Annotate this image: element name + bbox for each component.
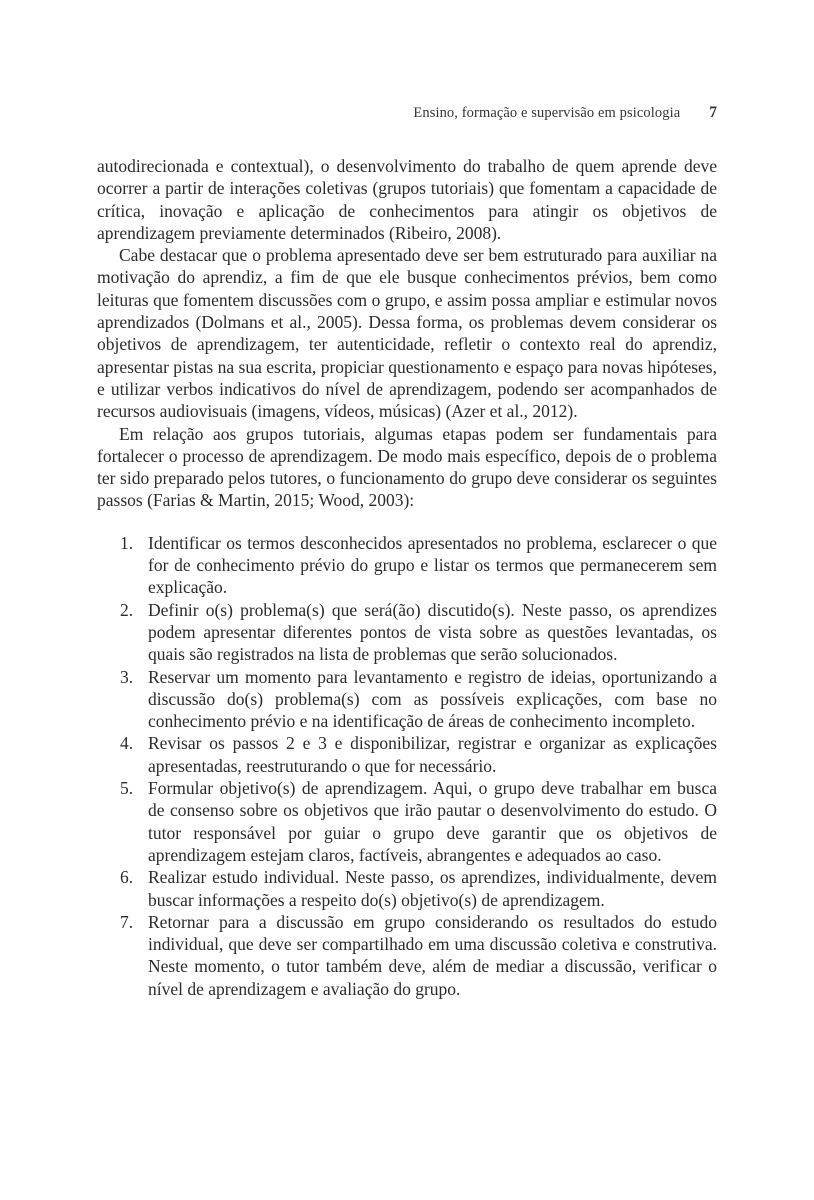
list-item-text: Revisar os passos 2 e 3 e disponibilizar, registrar e organizar as explicações apresentadas, reestruturando o que for necessário. (148, 733, 717, 776)
list-item (97, 666, 717, 733)
list-item-number: 7. (120, 911, 134, 932)
paragraph: autodirecionada e contextual), o desenvolvimento do trabalho de quem aprende deve ocorrer a partir de interações coletivas (grupos tutoriais) que fomentam a capacidade de crítica, inovação e aplicação de conhecimentos para atingir os objetivos de aprendizagem previamente determinados (Ribeiro, 2008). (97, 156, 717, 243)
running-title: Ensino, formação e supervisão em psicologia (413, 105, 681, 121)
paragraph: Em relação aos grupos tutoriais, algumas etapas podem ser fundamentais para fortalecer o processo de aprendizagem. De modo mais específico, depois de o problema ter sido preparado pelos tutores, o funcionamento do grupo deve considerar os seguintes passos (Farias & Martin, 2015; Wood, 2003): (97, 423, 717, 511)
list-item-number: 4. (120, 733, 134, 754)
list-item-text: Identificar os termos desconhecidos apresentados no problema, esclarecer o que for de conhecimento prévio do grupo e listar os termos que permanecerem sem explicação. (148, 532, 717, 598)
page-content (97, 104, 717, 1000)
list-item-number: 2. (120, 599, 134, 620)
list-item (97, 532, 717, 599)
list-item-text: Reservar um momento para levantamento e registro de ideias, oportunizando a discussão do(s) problema(s) com as possíveis explicações, com base no conhecimento prévio e na identificação de áreas de conhecimento incompleto. (148, 666, 717, 732)
paragraph: Cabe destacar que o problema apresentado deve ser bem estruturado para auxiliar na motivação do aprendiz, a fim de que ele busque conhecimentos prévios, bem como leituras que fomentem discussões com o grupo, e assim possa ampliar e estimular novos aprendizados (Dolmans et al., 2005). Dessa forma, os problemas devem considerar os objetivos de aprendizagem, ter autenticidade, refletir o contexto real do aprendiz, apresentar pistas na sua escrita, propiciar questionamento e espaço para novas hipóteses, e utilizar verbos indicativos do nível de aprendizagem, podendo ser acompanhados de recursos audiovisuais (imagens, vídeos, músicas) (Azer et al., 2012). (97, 245, 717, 422)
list-item-number: 3. (120, 666, 134, 687)
list-item-text: Formular objetivo(s) de aprendizagem. Aqui, o grupo deve trabalhar em busca de consenso sobre os objetivos que irão pautar o desenvolvimento do estudo. O tutor responsável por guiar o grupo deve garantir que os objetivos de aprendizagem estejam claros, factíveis, abrangentes e adequados ao caso. (148, 778, 717, 865)
steps-list (97, 532, 717, 1000)
list-item-text: Retornar para a discussão em grupo considerando os resultados do estudo individual, que deve ser compartilhado em uma discussão coletiva e construtiva. Neste momento, o tutor também deve, além de mediar a discussão, verificar o nível de aprendizagem e avaliação do grupo. (148, 911, 717, 999)
list-item-number: 6. (120, 867, 134, 888)
list-item-number: 1. (120, 532, 134, 553)
list-item-text: Definir o(s) problema(s) que será(ão) discutido(s). Neste passo, os aprendizes podem apresentar diferentes pontos de vista sobre as questões levantadas, os quais são registrados na lista de problemas que serão solucionados. (148, 599, 717, 665)
list-item-text: Realizar estudo individual. Neste passo, os aprendizes, individualmente, devem buscar informações a respeito do(s) objetivo(s) de aprendizagem. (148, 867, 717, 910)
page-number: 7 (709, 104, 717, 121)
list-item (97, 866, 717, 911)
list-item (97, 777, 717, 866)
running-header (97, 104, 717, 122)
list-item (97, 599, 717, 666)
list-item (97, 732, 717, 777)
list-item (97, 911, 717, 1000)
list-item-number: 5. (120, 778, 134, 799)
